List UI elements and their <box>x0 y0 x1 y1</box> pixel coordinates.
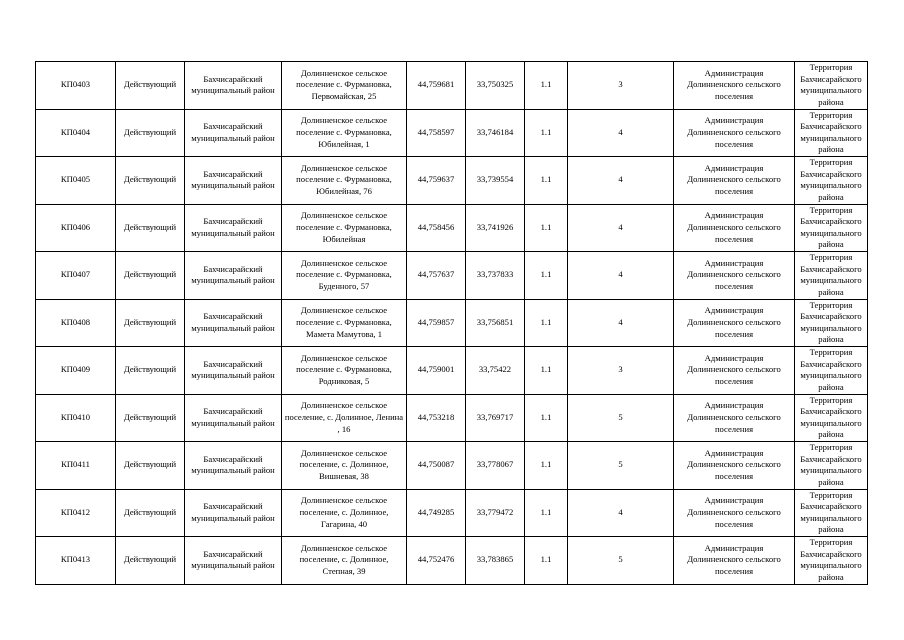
cell-address: Долинненское сельское поселение, с. Долинное, Вишневая, 38 <box>282 442 407 490</box>
cell-latitude: 44,753218 <box>407 394 466 442</box>
cell-territory: Территория Бахчисарайского муниципального района <box>795 299 868 347</box>
cell-volume: 1.1 <box>525 299 568 347</box>
cell-latitude: 44,759001 <box>407 347 466 395</box>
cell-volume: 1.1 <box>525 252 568 300</box>
cell-owner: Администрация Долинненского сельского поселения <box>674 204 795 252</box>
cell-count: 5 <box>568 537 674 585</box>
cell-address: Долинненское сельское поселение, с. Долинное, Гагарина, 40 <box>282 489 407 537</box>
cell-code: КП0413 <box>36 537 116 585</box>
cell-district: Бахчисарайский муниципальный район <box>185 252 282 300</box>
cell-code: КП0412 <box>36 489 116 537</box>
cell-longitude: 33,750325 <box>466 62 525 110</box>
cell-count: 4 <box>568 299 674 347</box>
cell-volume: 1.1 <box>525 489 568 537</box>
cell-territory: Территория Бахчисарайского муниципального района <box>795 347 868 395</box>
table-row <box>36 394 868 442</box>
cell-status: Действующий <box>116 489 185 537</box>
cell-owner: Администрация Долинненского сельского поселения <box>674 252 795 300</box>
table-row <box>36 347 868 395</box>
cell-district: Бахчисарайский муниципальный район <box>185 394 282 442</box>
cell-longitude: 33,746184 <box>466 109 525 157</box>
cell-count: 4 <box>568 157 674 205</box>
cell-count: 3 <box>568 347 674 395</box>
cell-district: Бахчисарайский муниципальный район <box>185 442 282 490</box>
cell-count: 4 <box>568 204 674 252</box>
cell-longitude: 33,778067 <box>466 442 525 490</box>
cell-address: Долинненское сельское поселение с. Фурмановка, Юбилейная <box>282 204 407 252</box>
cell-volume: 1.1 <box>525 62 568 110</box>
cell-latitude: 44,759637 <box>407 157 466 205</box>
collection-points-table <box>35 61 868 585</box>
cell-code: КП0409 <box>36 347 116 395</box>
cell-district: Бахчисарайский муниципальный район <box>185 109 282 157</box>
cell-status: Действующий <box>116 347 185 395</box>
cell-latitude: 44,752476 <box>407 537 466 585</box>
cell-address: Долинненское сельское поселение с. Фурмановка, Буденного, 57 <box>282 252 407 300</box>
cell-volume: 1.1 <box>525 109 568 157</box>
cell-latitude: 44,758597 <box>407 109 466 157</box>
table-row <box>36 204 868 252</box>
table-row <box>36 109 868 157</box>
cell-territory: Территория Бахчисарайского муниципального района <box>795 109 868 157</box>
cell-territory: Территория Бахчисарайского муниципального района <box>795 62 868 110</box>
cell-volume: 1.1 <box>525 347 568 395</box>
cell-count: 5 <box>568 442 674 490</box>
cell-territory: Территория Бахчисарайского муниципального района <box>795 204 868 252</box>
cell-longitude: 33,783865 <box>466 537 525 585</box>
cell-longitude: 33,75422 <box>466 347 525 395</box>
cell-district: Бахчисарайский муниципальный район <box>185 62 282 110</box>
cell-volume: 1.1 <box>525 204 568 252</box>
cell-owner: Администрация Долинненского сельского поселения <box>674 442 795 490</box>
cell-territory: Территория Бахчисарайского муниципального района <box>795 489 868 537</box>
cell-latitude: 44,750087 <box>407 442 466 490</box>
cell-status: Действующий <box>116 394 185 442</box>
cell-latitude: 44,758456 <box>407 204 466 252</box>
cell-address: Долинненское сельское поселение, с. Долинное, Степная, 39 <box>282 537 407 585</box>
cell-district: Бахчисарайский муниципальный район <box>185 537 282 585</box>
cell-territory: Территория Бахчисарайского муниципального района <box>795 537 868 585</box>
cell-count: 5 <box>568 394 674 442</box>
cell-address: Долинненское сельское поселение с. Фурмановка, Родниковая, 5 <box>282 347 407 395</box>
table-row <box>36 537 868 585</box>
cell-latitude: 44,749285 <box>407 489 466 537</box>
cell-address: Долинненское сельское поселение с. Фурмановка, Мамета Мамутова, 1 <box>282 299 407 347</box>
cell-territory: Территория Бахчисарайского муниципального района <box>795 252 868 300</box>
cell-owner: Администрация Долинненского сельского поселения <box>674 347 795 395</box>
cell-district: Бахчисарайский муниципальный район <box>185 204 282 252</box>
table-row <box>36 299 868 347</box>
cell-owner: Администрация Долинненского сельского поселения <box>674 299 795 347</box>
cell-longitude: 33,769717 <box>466 394 525 442</box>
cell-longitude: 33,741926 <box>466 204 525 252</box>
cell-owner: Администрация Долинненского сельского поселения <box>674 62 795 110</box>
cell-status: Действующий <box>116 442 185 490</box>
cell-status: Действующий <box>116 204 185 252</box>
cell-territory: Территория Бахчисарайского муниципального района <box>795 394 868 442</box>
cell-status: Действующий <box>116 109 185 157</box>
table-row <box>36 489 868 537</box>
cell-owner: Администрация Долинненского сельского поселения <box>674 157 795 205</box>
cell-latitude: 44,759857 <box>407 299 466 347</box>
cell-code: КП0404 <box>36 109 116 157</box>
cell-address: Долинненское сельское поселение с. Фурмановка, Юбилейная, 1 <box>282 109 407 157</box>
cell-code: КП0408 <box>36 299 116 347</box>
cell-territory: Территория Бахчисарайского муниципального района <box>795 442 868 490</box>
cell-code: КП0411 <box>36 442 116 490</box>
cell-owner: Администрация Долинненского сельского поселения <box>674 537 795 585</box>
table-body <box>36 62 868 585</box>
cell-status: Действующий <box>116 537 185 585</box>
cell-owner: Администрация Долинненского сельского поселения <box>674 109 795 157</box>
cell-status: Действующий <box>116 252 185 300</box>
table-row <box>36 442 868 490</box>
cell-district: Бахчисарайский муниципальный район <box>185 157 282 205</box>
cell-count: 4 <box>568 252 674 300</box>
cell-code: КП0403 <box>36 62 116 110</box>
cell-code: КП0410 <box>36 394 116 442</box>
cell-district: Бахчисарайский муниципальный район <box>185 347 282 395</box>
cell-district: Бахчисарайский муниципальный район <box>185 299 282 347</box>
cell-address: Долинненское сельское поселение с. Фурмановка, Юбилейная, 76 <box>282 157 407 205</box>
cell-code: КП0405 <box>36 157 116 205</box>
cell-code: КП0407 <box>36 252 116 300</box>
cell-count: 4 <box>568 489 674 537</box>
cell-territory: Территория Бахчисарайского муниципального района <box>795 157 868 205</box>
cell-address: Долинненское сельское поселение с. Фурмановка, Первомайская, 25 <box>282 62 407 110</box>
cell-volume: 1.1 <box>525 442 568 490</box>
cell-owner: Администрация Долинненского сельского поселения <box>674 489 795 537</box>
cell-longitude: 33,739554 <box>466 157 525 205</box>
cell-status: Действующий <box>116 299 185 347</box>
cell-district: Бахчисарайский муниципальный район <box>185 489 282 537</box>
cell-longitude: 33,737833 <box>466 252 525 300</box>
cell-volume: 1.1 <box>525 537 568 585</box>
cell-status: Действующий <box>116 62 185 110</box>
cell-latitude: 44,757637 <box>407 252 466 300</box>
table-row <box>36 62 868 110</box>
cell-longitude: 33,779472 <box>466 489 525 537</box>
cell-code: КП0406 <box>36 204 116 252</box>
cell-address: Долинненское сельское поселение, с. Долинное, Ленина , 16 <box>282 394 407 442</box>
cell-status: Действующий <box>116 157 185 205</box>
table-row <box>36 157 868 205</box>
cell-longitude: 33,756851 <box>466 299 525 347</box>
cell-count: 3 <box>568 62 674 110</box>
table-row <box>36 252 868 300</box>
cell-volume: 1.1 <box>525 157 568 205</box>
cell-count: 4 <box>568 109 674 157</box>
cell-volume: 1.1 <box>525 394 568 442</box>
cell-owner: Администрация Долинненского сельского поселения <box>674 394 795 442</box>
cell-latitude: 44,759681 <box>407 62 466 110</box>
